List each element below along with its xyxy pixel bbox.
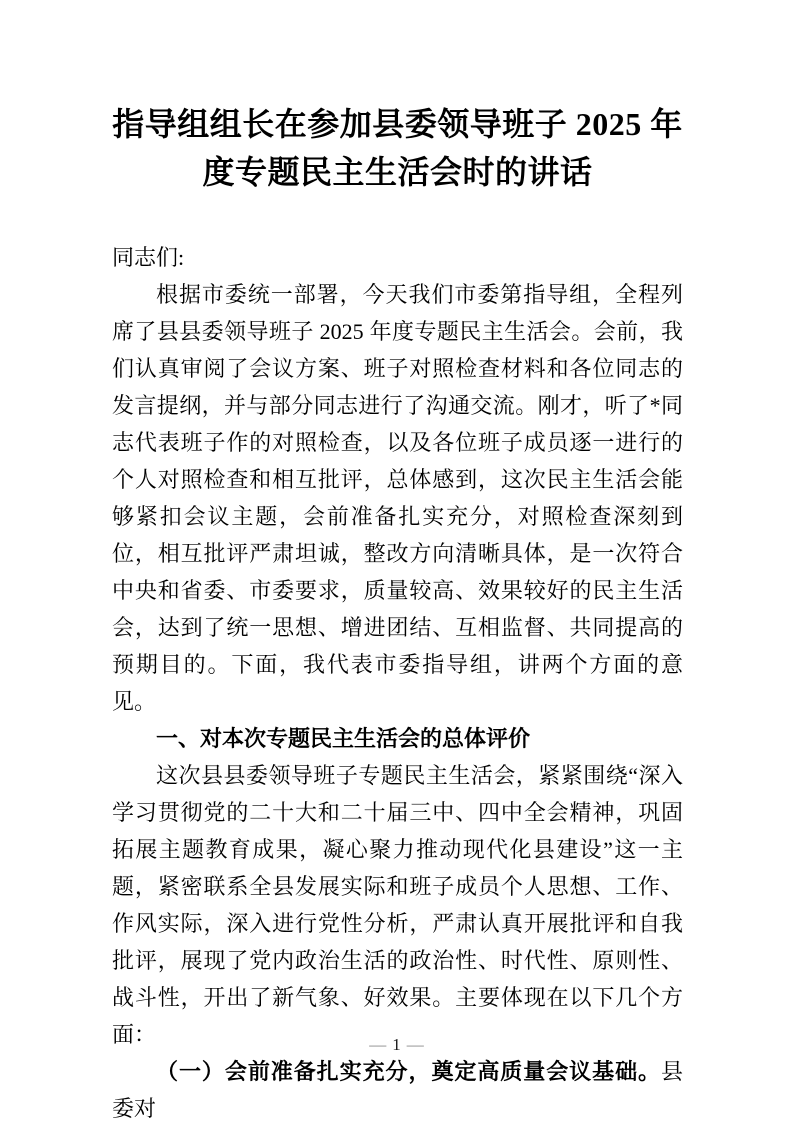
- page-number-dash-left: —: [369, 1035, 387, 1054]
- salutation: 同志们:: [112, 245, 185, 270]
- paragraph-overall-evaluation: 这次县县委领导班子专题民主生活会，紧紧围绕“深入学习贯彻党的二十大和二十届三中、四中全会精神，巩固拓展主题教育成果，凝心聚力推动现代化县建设”这一主题，紧密联系全县发展实际和班子成员个人思想、工作、作风实际，深入进行党性分析，严肃认真开展批评和自我批评，展现了党内政治生活的政治性、时代性、原则性、战斗性，开出了新气象、好效果。主要体现在以下几个方面：: [112, 763, 683, 1047]
- section-heading-1: 一、对本次专题民主生活会的总体评价: [156, 726, 531, 751]
- subitem-1-lead: （一）会前准备扎实充分，奠定高质量会议基础。: [156, 1059, 661, 1084]
- paragraph-opening: 根据市委统一部署，今天我们市委第指导组，全程列席了县县委领导班子 2025 年度专题民主生活会。会前，我们认真审阅了会议方案、班子对照检查材料和各位同志的发言提纲，并与部分同志进行了沟通交流。刚才，听了*同志代表班子作的对照检查，以及各位班子成员逐一进行的个人对照检查和相互批评，总体感到，这次民主生活会能够紧扣会议主题，会前准备扎实充分，对照检查深刻到位，相互批评严肃坦诚，整改方向清晰具体，是一次符合中央和省委、市委要求，质量较高、效果较好的民主生活会，达到了统一思想、增进团结、互相监督、共同提高的预期目的。下面，我代表市委指导组，讲两个方面的意见。: [112, 282, 683, 714]
- page-number-dash-right: —: [406, 1035, 424, 1054]
- document-body: [112, 239, 683, 1122]
- subitem-1-rest: 县委对: [112, 1059, 683, 1121]
- paragraph-subitem-1: [112, 1053, 683, 1122]
- document-title: 指导组组长在参加县委领导班子 2025 年度专题民主生活会时的讲话: [112, 106, 683, 190]
- page-footer: [0, 1033, 793, 1057]
- page-number: 1: [392, 1035, 401, 1054]
